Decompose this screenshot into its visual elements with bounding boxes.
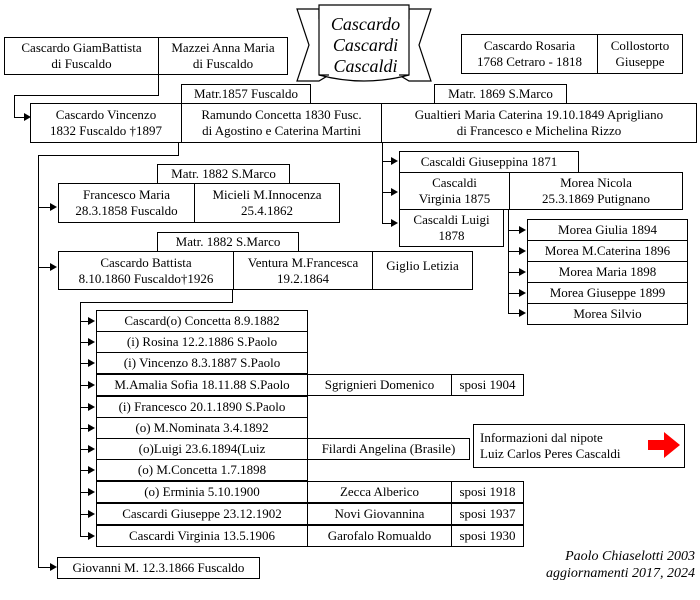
child-row: (o) M.Concetta 1.7.1898 [96,459,308,481]
person-giovanni: Giovanni M. 12.3.1866 Fuscaldo [57,557,260,579]
marriage-label-francesco: Matr. 1882 S.Marco [157,164,290,184]
morea-child: Morea Maria 1898 [527,261,688,283]
child-luigi-cascaldi: Cascaldi Luigi 1878 [399,209,504,247]
surname-2: Cascardi [332,35,399,55]
marriage-year: sposi 1904 [451,374,524,396]
marriage-year: sposi 1930 [451,525,524,547]
morea-child: Morea Giulia 1894 [527,219,688,241]
child-spouse: Filardi Angelina (Brasile) [307,438,470,460]
child-row: (i) Francesco 20.1.1890 S.Paolo [96,396,308,418]
child-row: (o) Erminia 5.10.1900 [96,481,308,503]
spouse-micieli: Micieli M.Innocenza 25.4.1862 [194,183,340,223]
child-spouse: Zecca Alberico [307,481,452,503]
morea-child: Morea M.Caterina 1896 [527,240,688,262]
child-spouse: Sgrignieri Domenico [307,374,452,396]
author-credits: Paolo Chiaselotti 2003 aggiornamenti 2017, 2024 [546,549,695,581]
child-virginia-cascaldi: Cascaldi Virginia 1875 [399,172,510,210]
child-row: M.Amalia Sofia 18.11.88 S.Paolo [96,374,308,396]
spouse-collostorto: Collostorto Giuseppe [597,34,683,74]
spouse-morea-nicola: Morea Nicola 25.3.1869 Putignano [509,172,683,210]
person-giambattista: Cascardo GiamBattista di Fuscaldo [4,37,159,75]
child-row: Cascardi Giuseppe 23.12.1902 [96,503,308,525]
child-spouse: Novi Giovannina [307,503,452,525]
child-row: (o)Luigi 23.6.1894(Luiz [96,438,308,460]
marriage-year: sposi 1918 [451,481,524,503]
red-arrow-icon [648,432,680,458]
spouse-gualtieri: Gualtieri Maria Caterina 19.10.1849 Aprigliano di Francesco e Michelina Rizzo [381,103,697,143]
spouse-ramundo: Ramundo Concetta 1830 Fusc. di Agostino e Caterina Martini [181,103,382,143]
marriage-label-1857: Matr.1857 Fuscaldo [181,84,311,104]
person-rosaria: Cascardo Rosaria 1768 Cetraro - 1818 [461,34,598,74]
person-battista: Cascardo Battista 8.10.1860 Fuscaldo†1926 [58,251,234,290]
marriage-label-battista: Matr. 1882 S.Marco [157,232,299,252]
child-row: Cascard(o) Concetta 8.9.1882 [96,310,308,332]
child-spouse: Garofalo Romualdo [307,525,452,547]
morea-child: Morea Giuseppe 1899 [527,282,688,304]
surname-1: Cascardo [330,14,401,34]
person-francesco-maria: Francesco Maria 28.3.1858 Fuscaldo [58,183,195,223]
info-box: Informazioni dal nipote Luiz Carlos Peres Cascaldi [473,424,685,468]
marriage-year: sposi 1937 [451,503,524,525]
child-row: (o) M.Nominata 3.4.1892 [96,417,308,439]
child-row: (i) Rosina 12.2.1886 S.Paolo [96,331,308,353]
spouse-mazzei: Mazzei Anna Maria di Fuscaldo [158,37,288,75]
child-giuseppina: Cascaldi Giuseppina 1871 [399,151,579,173]
marriage-label-1869: Matr. 1869 S.Marco [434,84,567,104]
surname-3: Cascaldi [333,56,398,76]
morea-child: Morea Silvio [527,303,688,325]
child-row: (i) Vincenzo 8.3.1887 S.Paolo [96,352,308,374]
child-row: Cascardi Virginia 13.5.1906 [96,525,308,547]
banner-surnames [318,14,413,77]
spouse-ventura: Ventura M.Francesca 19.2.1864 [233,251,373,290]
spouse-giglio: Giglio Letizia [372,251,473,290]
person-vincenzo: Cascardo Vincenzo 1832 Fuscaldo †1897 [30,103,182,143]
